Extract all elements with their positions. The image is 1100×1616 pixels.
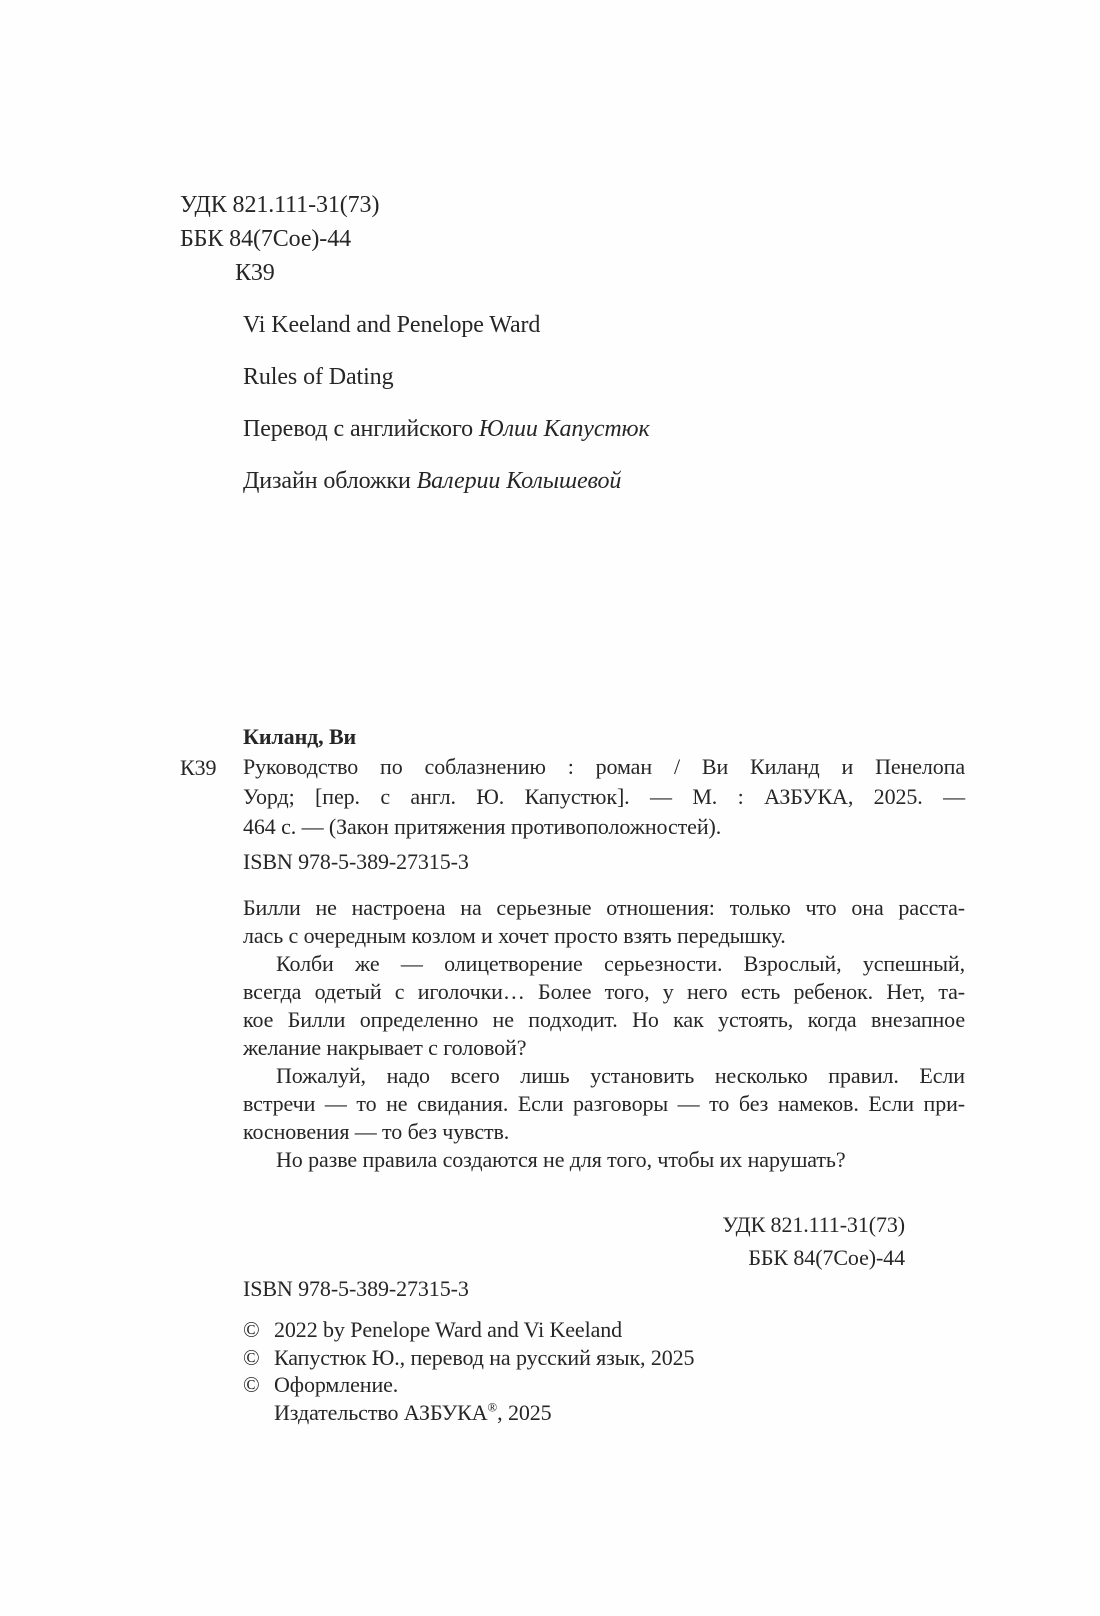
publisher-line <box>243 1399 694 1427</box>
catalog-description-line: Уорд; [пер. с англ. Ю. Капустюк]. — М. : АЗБУКА, 2025. — <box>243 784 965 809</box>
copyright-symbol: © <box>243 1344 260 1370</box>
catalog-card <box>180 722 965 842</box>
original-authors: Vi Keeland and Penelope Ward <box>243 312 541 338</box>
catalog-author-heading: Киланд, Ви <box>243 724 357 749</box>
classification-footer <box>243 1208 905 1274</box>
copyright-line <box>243 1371 694 1399</box>
annotation-line: всегда одетый с иголочки… Более того, у него есть ребенок. Нет, та- <box>243 979 965 1004</box>
copyright-symbol: © <box>243 1317 260 1342</box>
translator-name: Юлии Капустюк <box>478 416 650 442</box>
classification-block <box>180 188 379 290</box>
copyright-text: 2022 by Penelope Ward and Vi Keeland <box>274 1317 623 1342</box>
annotation-line: кое Билли определенно не подходит. Но как устоять, когда внезапное <box>243 1007 965 1032</box>
udk-line: УДК 821.111-31(73) <box>180 192 380 218</box>
original-title-block <box>243 312 650 520</box>
isbn-line-main: ISBN 978-5-389-27315-3 <box>243 1276 469 1301</box>
cover-design-credit <box>243 468 650 495</box>
catalog-description-line: 464 с. — (Закон притяжения противоположностей). <box>243 814 722 839</box>
publisher-name: Издательство АЗБУКА <box>274 1399 488 1425</box>
copyright-text: Капустюк Ю., перевод на русский язык, 2025 <box>274 1344 695 1370</box>
catalog-description-line: Руководство по соблазнению : роман / Ви Киланд и Пенелопа <box>243 754 965 779</box>
bbk-line: ББК 84(7Сое)-44 <box>180 226 352 252</box>
annotation-line: Пожалуй, надо всего лишь установить несколько правил. Если <box>276 1063 965 1088</box>
original-title: Rules of Dating <box>243 364 394 390</box>
translation-label: Перевод с английского <box>243 416 474 442</box>
cover-designer-name: Валерии Колышевой <box>416 468 622 494</box>
annotation-line: косновения — то без чувств. <box>243 1119 510 1144</box>
annotation <box>243 894 965 1174</box>
publisher-year: , 2025 <box>497 1399 552 1425</box>
annotation-line: встречи — то не свидания. Если разговоры — то без намеков. Если при- <box>243 1091 965 1116</box>
catalog-description <box>243 752 965 842</box>
annotation-line: Колби же — олицетворение серьезности. Взрослый, успешный, <box>276 951 965 976</box>
annotation-line: Билли не настроена на серьезные отношения: только что она расста- <box>243 895 965 920</box>
author-sign-code: К39 <box>235 260 275 286</box>
annotation-line: лась с очередным козлом и хочет просто взять передышку. <box>243 923 786 948</box>
udk-footer-line: УДК 821.111-31(73) <box>722 1212 905 1237</box>
cover-design-label: Дизайн обложки <box>243 468 411 494</box>
catalog-author-sign: К39 <box>180 755 217 780</box>
translation-credit <box>243 416 650 443</box>
registered-trademark-mark: ® <box>487 1400 498 1415</box>
annotation-line: желание накрывает с головой? <box>243 1035 527 1060</box>
isbn-line-catalog: ISBN 978-5-389-27315-3 <box>243 849 469 874</box>
copyright-line <box>243 1344 694 1372</box>
annotation-line: Но разве правила создаются не для того, чтобы их нарушать? <box>276 1147 846 1172</box>
copyright-text: Оформление. <box>274 1372 399 1397</box>
copyright-block <box>243 1316 694 1426</box>
bbk-footer-line: ББК 84(7Сое)-44 <box>748 1245 905 1270</box>
copyright-symbol: © <box>243 1372 260 1397</box>
copyright-line <box>243 1316 694 1344</box>
